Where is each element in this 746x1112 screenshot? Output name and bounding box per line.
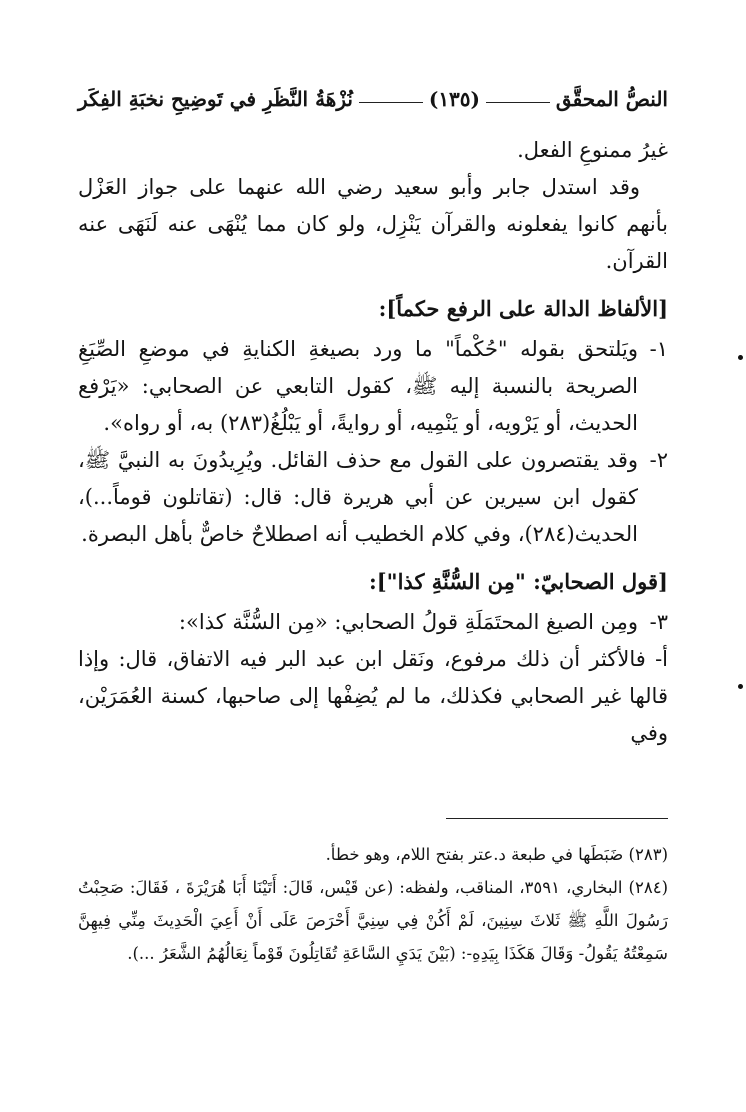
- running-header: [78, 82, 668, 116]
- intro-line: غيرُ ممنوعِ الفعل.: [517, 138, 668, 162]
- section-heading-raf-hukman: [الألفاظ الدالة على الرفع حكماً]:: [378, 296, 668, 321]
- list-number-2: ٢-: [649, 448, 668, 472]
- section-heading-sunna: [قول الصحابيّ: "مِن السُّنَّةِ كذا"]:: [368, 569, 668, 594]
- list-text-2: وقد يقتصرون على القول مع حذف القائل. ويُرِيدُونَ به النبيَّ ﷺ، كقول ابن سيرين عن أبي هريرة قال: قال: (تقاتلون قوماً...)، الحديث(٢٨٤)، وفي كلام الخطيب أنه اصطلاحٌ خاصٌّ بأهل البصرة.: [78, 448, 638, 546]
- footnotes: [78, 838, 668, 970]
- list-text-1: ويَلتحق بقوله "حُكْماً" ما ورد بصيغةِ الكنايةِ في موضعِ الصِّيَغِ الصريحة بالنسبة إليه ﷺ، كقول التابعي عن الصحابي: «يَرْفع الحديث، أو يَرْويه، أو يَنْمِيه، أو روايةً، أو يَبْلُغُ(٢٨٣) به، أو رواه».: [78, 337, 638, 435]
- page-number: (١٣٥): [428, 87, 481, 111]
- list-item-a: [78, 641, 668, 752]
- header-book-title: نُزْهَةُ النَّظَرِ في تَوضِيحِ نخبَةِ الفِكَر: [77, 87, 353, 111]
- footnote-separator: [446, 818, 668, 819]
- margin-dot-top: [738, 355, 743, 360]
- header-rule-left: [359, 102, 423, 103]
- header-rule-right: [486, 102, 550, 103]
- list-item-2: [78, 442, 668, 553]
- main-text: [78, 132, 668, 752]
- list-item-1: [78, 331, 668, 442]
- header-section-title: النصُّ المحقَّق: [555, 87, 668, 111]
- list-item-3: [78, 604, 668, 641]
- list-letter-a: أ-: [655, 647, 668, 671]
- list-text-a: فالأكثر أن ذلك مرفوع، ونَقل ابن عبد البر فيه الاتفاق، قال: وإذا قالها غير الصحابي فكذلك، ما لم يُضِفْها إلى صاحبها، كسنة العُمَرَيْن، وفي: [78, 647, 668, 745]
- list-text-3: ومِن الصيغ المحتَمَلَةِ قولُ الصحابي: «مِن السُّنَّة كذا»:: [178, 610, 638, 634]
- list-number-1: ١-: [649, 337, 668, 361]
- list-number-3: ٣-: [649, 610, 668, 634]
- footnote-284: (٢٨٤) البخاري، ٣٥٩١، المناقب، ولفظه: (عن قَيْس، قَالَ: أَتَيْنَا أَبَا هُرَيْرَةَ ، فَقَالَ: صَحِبْتُ رَسُولَ اللَّهِ ﷺ ثَلاثَ سِنِينَ، لَمْ أَكُنْ فِي سِنِيَّ أَحْرَصَ عَلَى أَنْ أَعِيَ الْحَدِيثَ مِنِّي فِيهِنَّ سَمِعْتُهُ يَقُولُ- وَقَالَ هَكَذَا بِيَدِهِ-: (بَيْنَ يَدَيِ السَّاعَةِ تُقَاتِلُونَ قَوْماً نِعَالُهُمُ الشَّعَرُ ...).: [78, 878, 668, 963]
- paragraph-jabir: وقد استدل جابر وأبو سعيد رضي الله عنهما على جواز العَزْل بأنهم كانوا يفعلونه والقرآن يَنْزِل، ولو كان مما يُنْهَى عنه لَنَهَى عنه القرآن.: [78, 175, 668, 273]
- margin-dot-bottom: [738, 684, 743, 689]
- footnote-283: (٢٨٣) ضَبَطَها في طبعة د.عتر بفتح اللام، وهو خطأ.: [325, 845, 668, 864]
